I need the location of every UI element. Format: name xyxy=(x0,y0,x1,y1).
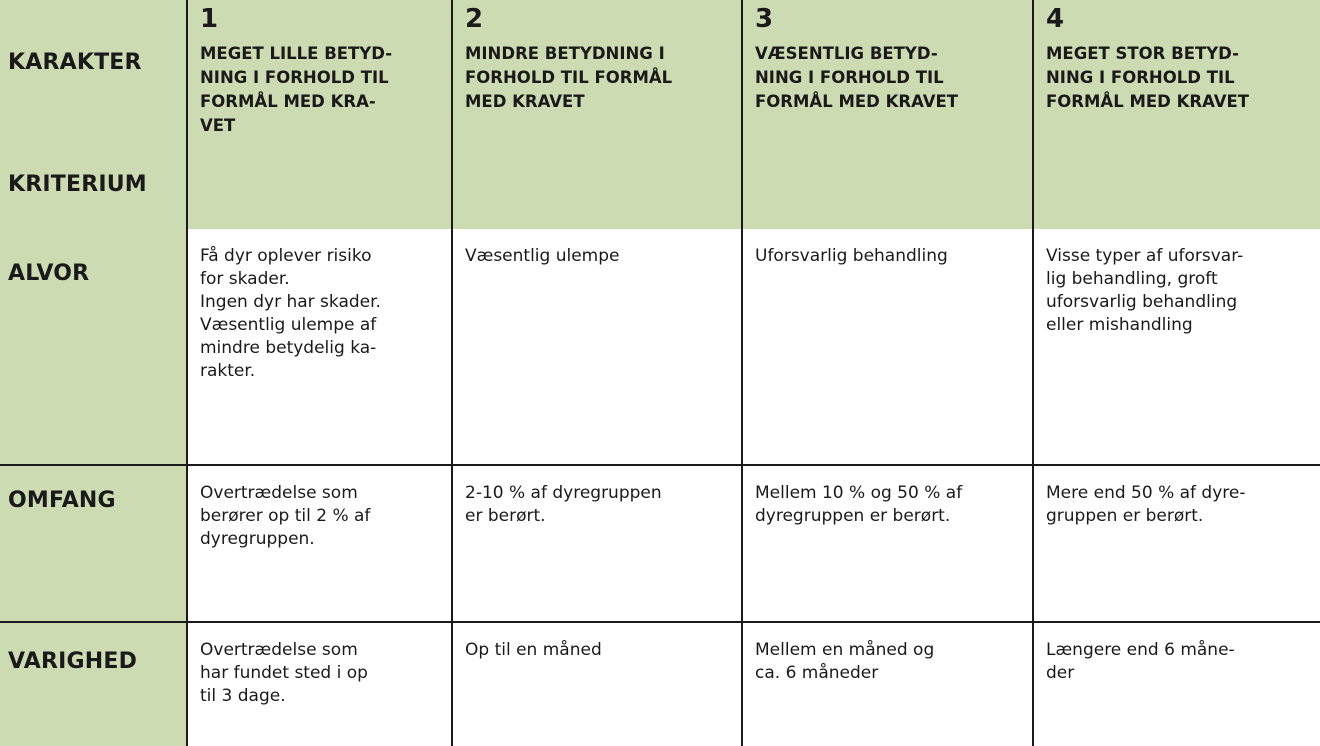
karakter-label: KARAKTER xyxy=(8,50,142,75)
row-label: VARIGHED xyxy=(8,649,138,674)
cell-text: Længere end 6 måne- der xyxy=(1046,640,1235,683)
table-cell xyxy=(451,464,741,621)
table-cell xyxy=(186,229,451,464)
cell-text: Mere end 50 % af dyre- gruppen er berørt. xyxy=(1046,483,1246,526)
table-cell xyxy=(451,229,741,464)
table-cell xyxy=(451,621,741,746)
table-cell xyxy=(741,229,1032,464)
header-number: 3 xyxy=(755,4,774,34)
header-text: MEGET LILLE BETYD- NING I FORHOLD TIL FORMÅL MED KRA- VET xyxy=(200,44,393,135)
header-text: MINDRE BETYDNING I FORHOLD TIL FORMÅL MED KRAVET xyxy=(465,44,673,111)
kriterium-label: KRITERIUM xyxy=(8,172,147,197)
row-label-cell-varighed xyxy=(0,621,186,746)
header-number: 2 xyxy=(465,4,484,34)
cell-text: Mellem 10 % og 50 % af dyregruppen er berørt. xyxy=(755,483,963,526)
cell-text: Overtrædelse som har fundet sted i op til 3 dage. xyxy=(200,640,368,706)
header-col-4 xyxy=(1032,0,1320,229)
table-cell xyxy=(1032,229,1320,464)
table-cell xyxy=(741,464,1032,621)
header-number: 1 xyxy=(200,4,219,34)
header-text: VÆSENTLIG BETYD- NING I FORHOLD TIL FORMÅL MED KRAVET xyxy=(755,44,959,111)
cell-text: 2-10 % af dyregruppen er berørt. xyxy=(465,483,662,526)
header-text: MEGET STOR BETYD- NING I FORHOLD TIL FORMÅL MED KRAVET xyxy=(1046,44,1250,111)
cell-text: Få dyr oplever risiko for skader. Ingen dyr har skader. Væsentlig ulempe af mindre betydelig ka- rakter. xyxy=(200,246,381,381)
cell-text: Overtrædelse som berører op til 2 % af dyregruppen. xyxy=(200,483,371,549)
header-col-1 xyxy=(186,0,451,229)
cell-text: Væsentlig ulempe xyxy=(465,246,620,266)
header-number: 4 xyxy=(1046,4,1065,34)
table-cell xyxy=(741,621,1032,746)
table-cell xyxy=(186,621,451,746)
table-cell xyxy=(186,464,451,621)
row-label: ALVOR xyxy=(8,261,90,286)
row-label: OMFANG xyxy=(8,488,116,513)
row-label-cell-omfang xyxy=(0,464,186,621)
header-col-3 xyxy=(741,0,1032,229)
cell-text: Uforsvarlig behandling xyxy=(755,246,948,266)
cell-text: Visse typer af uforsvar- lig behandling, groft uforsvarlig behandling eller mishandling xyxy=(1046,246,1244,335)
table-cell xyxy=(1032,621,1320,746)
header-label-cell xyxy=(0,0,186,229)
cell-text: Op til en måned xyxy=(465,640,602,660)
table-cell xyxy=(1032,464,1320,621)
cell-text: Mellem en måned og ca. 6 måneder xyxy=(755,640,935,683)
header-col-2 xyxy=(451,0,741,229)
row-label-cell-alvor xyxy=(0,229,186,464)
